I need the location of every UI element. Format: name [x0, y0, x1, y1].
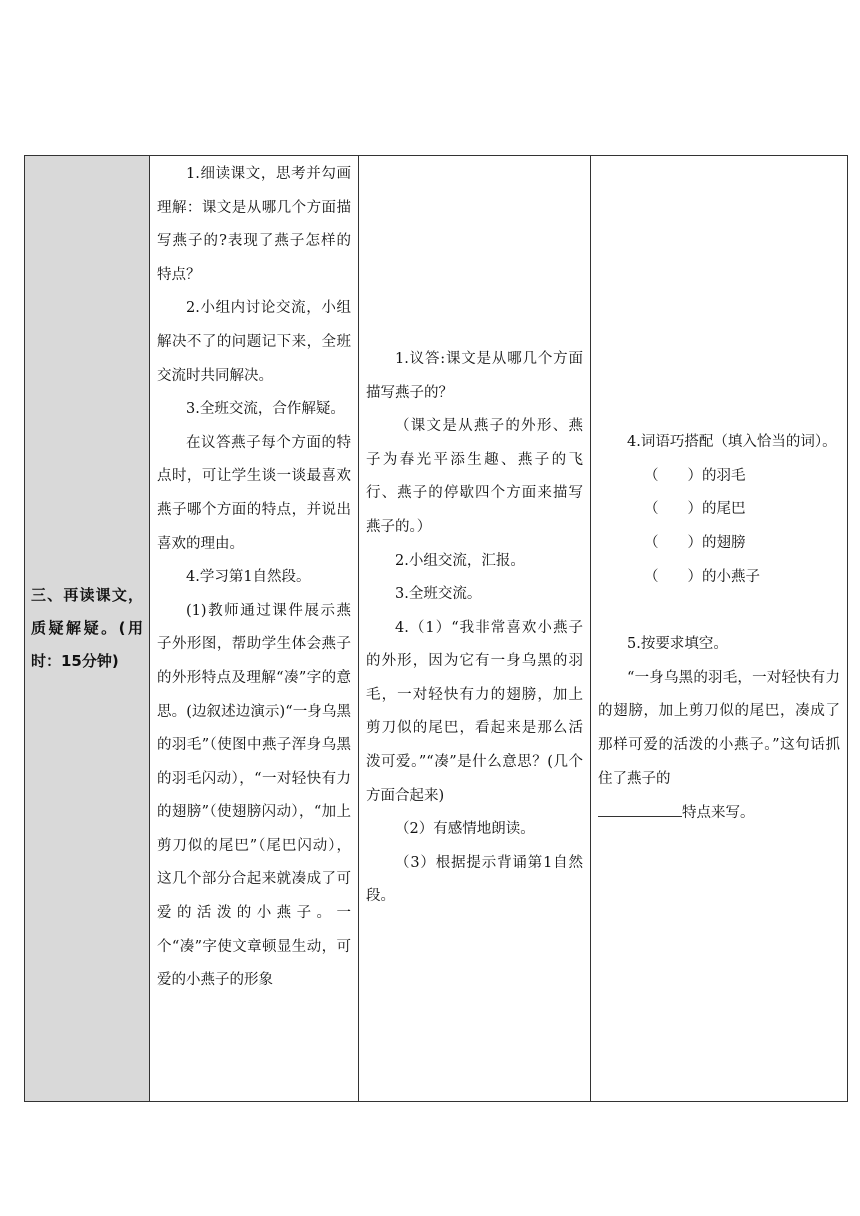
exercise-5-sentence: “一身乌黑的羽毛，一对轻快有力的翅膀，加上剪刀似的尾巴，凑成了那样可爱的活泼的小燕子。”这句话抓住了燕子的 [598, 669, 840, 787]
table-row [25, 156, 848, 1102]
teacher-paragraph: 2.小组内讨论交流，小组解决不了的问题记下来，全班交流时共同解决。 [157, 300, 351, 384]
fill-blank[interactable] [598, 796, 682, 817]
teacher-paragraph: 4.学习第1自然段。 [186, 569, 311, 586]
exercise-5-tail: 特点来写。 [682, 805, 755, 822]
teacher-paragraph: 在议答燕子每个方面的特点时，可让学生谈一谈最喜欢燕子哪个方面的特点，并说出喜欢的理由。 [157, 434, 351, 552]
exercise-5-title: 5.按要求填空。 [627, 636, 728, 653]
teacher-paragraph: 1.细读课文，思考并勾画理解：课文是从哪几个方面描写燕子的?表现了燕子怎样的特点？ [157, 166, 351, 283]
student-paragraph: （3）根据提示背诵第1自然段。 [366, 854, 583, 905]
word-pair-item: （ ）的羽毛 [644, 467, 746, 484]
exercise-cell [591, 156, 848, 1102]
teacher-paragraph: 3.全班交流，合作解疑。 [186, 401, 345, 418]
teacher-activity-cell [150, 156, 359, 1102]
student-paragraph: 3.全班交流。 [395, 586, 482, 603]
exercise-4-title: 4.词语巧搭配（填入恰当的词）。 [627, 434, 837, 451]
student-paragraph: 2.小组交流，汇报。 [395, 552, 525, 569]
word-pair-item: （ ）的小燕子 [644, 568, 760, 585]
exercise-5-text [598, 662, 840, 831]
teacher-paragraph: (1)教师通过课件展示燕子外形图，帮助学生体会燕子的外形特点及理解“凑”字的意思。(边叙述边演示)“一身乌黑的羽毛”（使图中燕子浑身乌黑的羽毛闪动），“一对轻快有力的翅膀”（使翅膀闪动），“加上剪刀似的尾巴”（尾巴闪动），这几个部分合起来就凑成了可爱的活泼的小燕子。一个“凑”字使文章顿显生动，可爱的小燕子的形象 [157, 602, 351, 989]
word-pair-item: （ ）的尾巴 [644, 501, 746, 518]
lesson-plan-table [24, 155, 848, 1102]
stage-label: 三、再读课文，质疑解疑。(用时：15分钟) [25, 156, 150, 1102]
student-paragraph: （2）有感情地朗读。 [395, 821, 535, 838]
student-paragraph: 1.议答:课文是从哪几个方面描写燕子的？ [366, 350, 583, 401]
student-paragraph: （课文是从燕子的外形、燕子为春光平添生趣、燕子的飞行、燕子的停歇四个方面来描写燕子的。） [366, 418, 583, 535]
word-pair-item: （ ）的翅膀 [644, 535, 746, 552]
student-paragraph: 4.（1）“我非常喜欢小燕子的外形，因为它有一身乌黑的羽毛，一对轻快有力的翅膀，加上剪刀似的尾巴，看起来是那么活泼可爱。”“凑”是什么意思？(几个方面合起来) [366, 619, 583, 804]
student-activity-cell [359, 156, 591, 1102]
